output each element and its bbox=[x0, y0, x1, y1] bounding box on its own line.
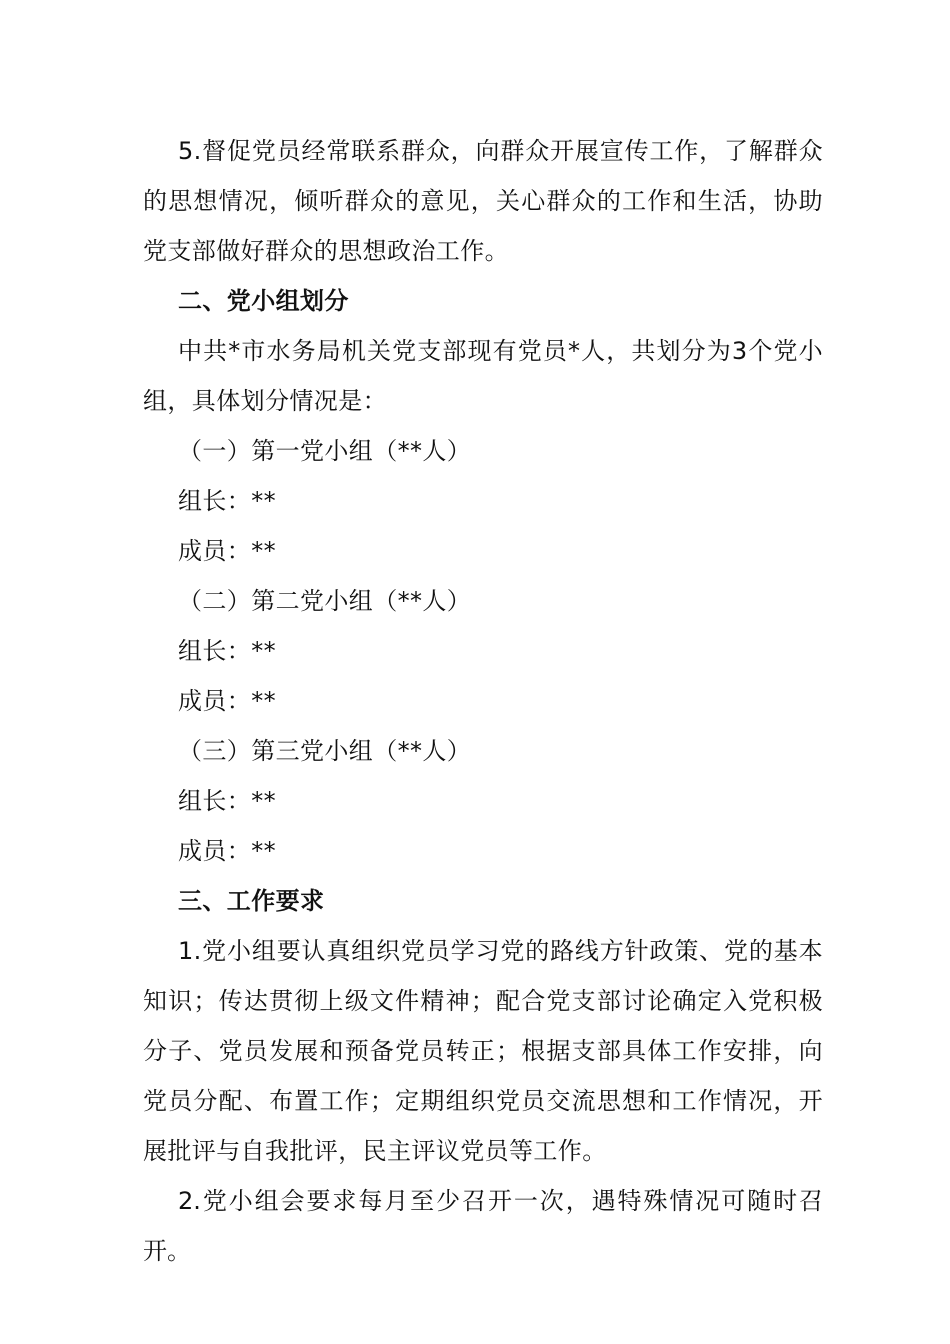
group-two-members: 成员：** bbox=[178, 687, 276, 715]
document-body bbox=[143, 126, 823, 1276]
section-heading-group-division: 二、党小组划分 bbox=[178, 287, 349, 315]
group-three-members: 成员：** bbox=[178, 837, 276, 865]
group-one-title: （一）第一党小组（**人） bbox=[178, 437, 472, 465]
group-three-leader: 组长：** bbox=[178, 787, 276, 815]
group-one-leader: 组长：** bbox=[178, 487, 276, 515]
requirement-two: 2.党小组会要求每月至少召开一次，遇特殊情况可随时召开。 bbox=[143, 1187, 823, 1265]
paragraph-supervise-contact-masses: 5.督促党员经常联系群众，向群众开展宣传工作，了解群众的思想情况，倾听群众的意见，关心群众的工作和生活，协助党支部做好群众的思想政治工作。 bbox=[143, 137, 823, 265]
paragraph-division-overview: 中共*市水务局机关党支部现有党员*人，共划分为3个党小组，具体划分情况是： bbox=[143, 337, 823, 415]
group-three-title: （三）第三党小组（**人） bbox=[178, 737, 472, 765]
section-heading-work-requirements: 三、工作要求 bbox=[178, 887, 325, 915]
requirement-one: 1.党小组要认真组织党员学习党的路线方针政策、党的基本知识；传达贯彻上级文件精神；配合党支部讨论确定入党积极分子、党员发展和预备党员转正；根据支部具体工作安排，向党员分配、布置工作；定期组织党员交流思想和工作情况，开展批评与自我批评，民主评议党员等工作。 bbox=[143, 937, 823, 1165]
group-two-leader: 组长：** bbox=[178, 637, 276, 665]
group-one-members: 成员：** bbox=[178, 537, 276, 565]
group-two-title: （二）第二党小组（**人） bbox=[178, 587, 472, 615]
